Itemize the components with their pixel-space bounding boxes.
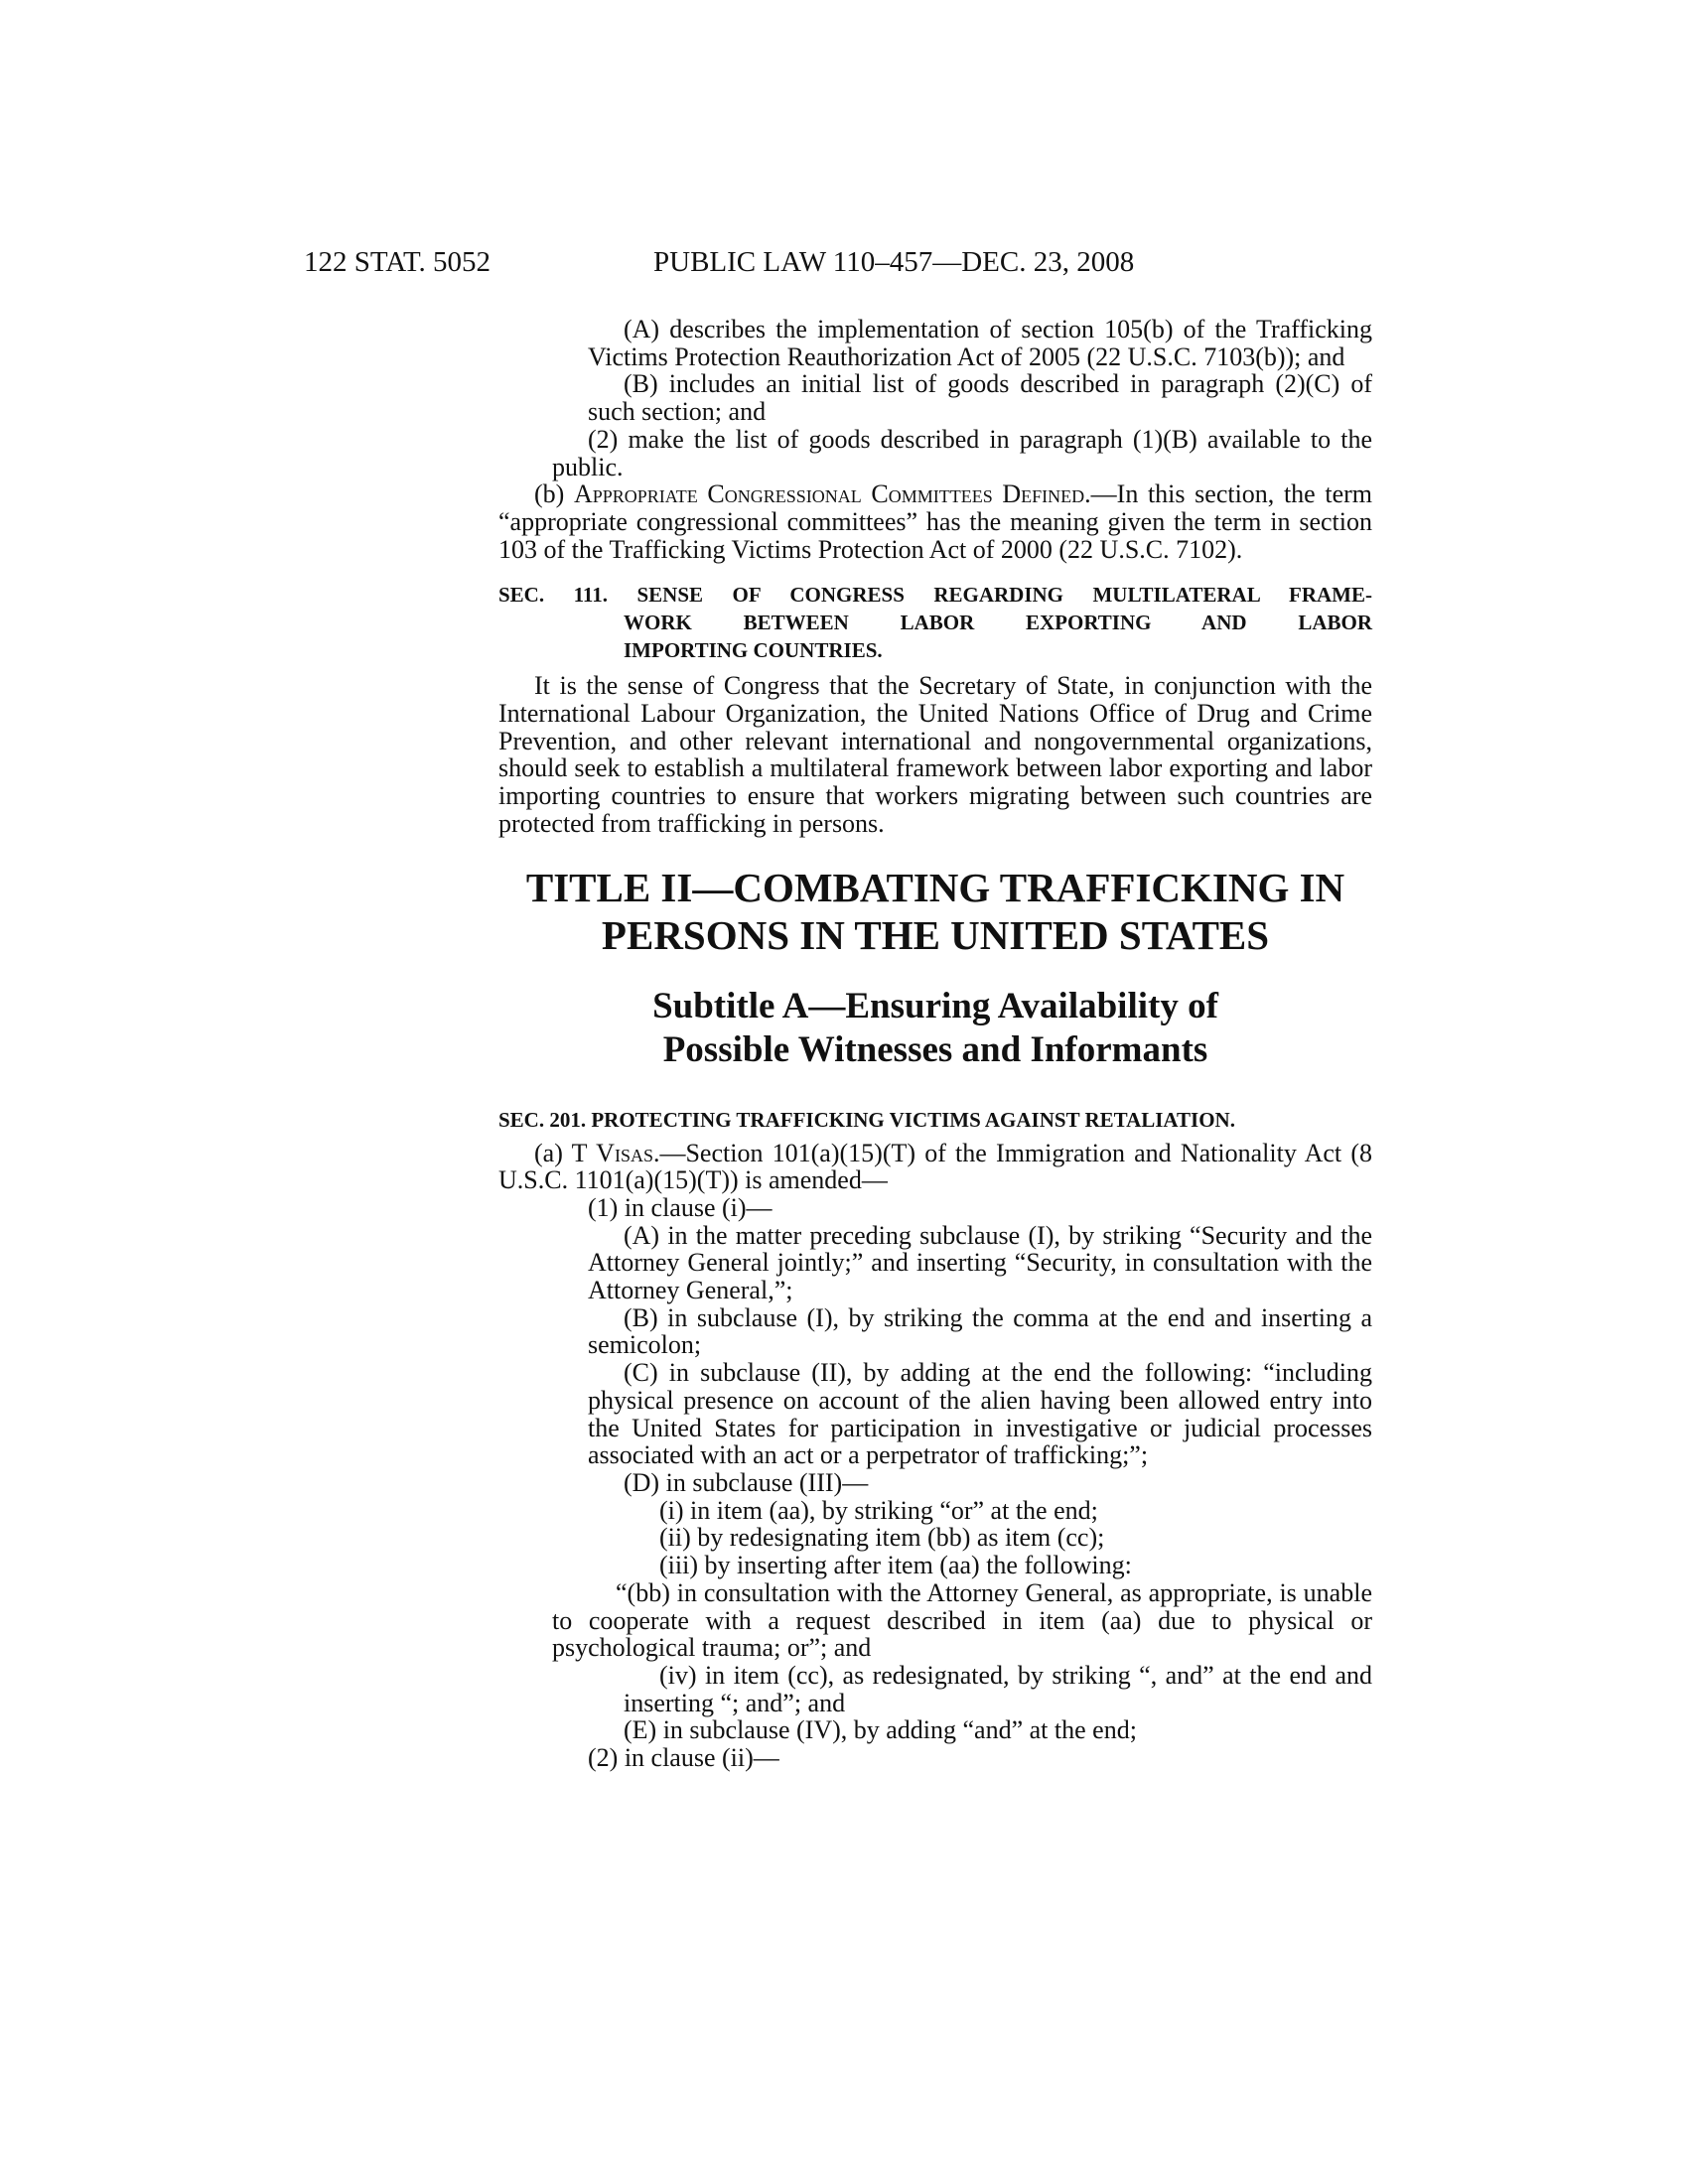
subparagraph-C: (C) in subclause (II), by adding at the end the following: “including physical presence on account of the alien having been allowed entry into the United States for participation in investigative or judicial processes associated with an act or a perpetrator of trafficking;”; <box>588 1358 1372 1470</box>
inserted-item-bb: “(bb) in consultation with the Attorney General, as appropriate, is unable to cooperate with a request described in item (aa) due to physical or psychological trauma; or”; and <box>552 1577 1372 1663</box>
section-111-heading-line-3: IMPORTING COUNTRIES. <box>624 638 883 663</box>
subsection-a-label: (a) T <box>534 1138 597 1167</box>
title-heading-line-2: PERSONS IN THE UNITED STATES <box>601 911 1270 958</box>
page-body <box>498 316 1372 1772</box>
subtitle-heading <box>498 985 1372 1072</box>
section-201-heading: SEC. 201. PROTECTING TRAFFICKING VICTIMS AGAINST RETALIATION. <box>498 1107 1235 1132</box>
subsection-b <box>498 480 1372 563</box>
statute-page-number: 122 STAT. 5052 <box>304 246 492 278</box>
subparagraph-B: (B) in subclause (I), by striking the comma at the end and inserting a semicolon; <box>588 1302 1372 1360</box>
subparagraph-E: (E) in subclause (IV), by adding “and” at the end; <box>624 1715 1137 1745</box>
clause-D-iii: (iii) by inserting after item (aa) the following: <box>659 1551 1132 1580</box>
title-heading <box>498 864 1372 959</box>
paragraph-a-2: (2) make the list of goods described in paragraph (1)(B) available to the public. <box>552 424 1372 481</box>
section-111-heading-line-2: WORK BETWEEN LABOR EXPORTING AND LABOR <box>624 611 1372 635</box>
subsection-b-text: .—In this section, the term “appropriate congressional committees” has the meaning given the term in section 103 of the Trafficking Victims Protection Act of 2000 (22 U.S.C. 7102). <box>498 479 1372 564</box>
subsection-a-text: .—Section 101(a)(15)(T) of the Immigration and Nationality Act (8 U.S.C. 1101(a)(15)(T)) is amended— <box>498 1138 1372 1195</box>
paragraph-2: (2) in clause (ii)— <box>588 1743 779 1773</box>
page-header <box>304 246 1376 286</box>
paragraph-a-B: (B) includes an initial list of goods described in paragraph (2)(C) of such section; and <box>588 369 1372 427</box>
subtitle-heading-line-2: Possible Witnesses and Informants <box>662 1028 1208 1070</box>
clause-D-i: (i) in item (aa), by striking “or” at the end; <box>659 1495 1098 1525</box>
section-111-text: It is the sense of Congress that the Secretary of State, in conjunction with the International Labour Organization, the United Nations Office of Drug and Crime Prevention, and other relevant international and nongovernmental organizations, should seek to establish a multilateral framework between labor exporting and labor importing countries to ensure that workers migrating between such countries are protected from trafficking in persons. <box>498 671 1372 838</box>
section-111-heading <box>498 581 1372 664</box>
paragraph-1: (1) in clause (i)— <box>588 1192 773 1222</box>
section-201-subsection-a <box>498 1140 1372 1194</box>
section-111-heading-line-1: SEC. 111. SENSE OF CONGRESS REGARDING MULTILATERAL FRAME- <box>498 583 1372 608</box>
clause-D-ii: (ii) by redesignating item (bb) as item (cc); <box>659 1523 1105 1553</box>
subparagraph-D: (D) in subclause (III)— <box>624 1467 869 1497</box>
subtitle-heading-line-1: Subtitle A—Ensuring Availability of <box>652 985 1218 1026</box>
subsection-b-heading: Appropriate Congressional Committees Defined <box>573 479 1085 509</box>
subparagraph-A: (A) in the matter preceding subclause (I), by striking “Security and the Attorney General jointly;” and inserting “Security, in consultation with the Attorney General,”; <box>588 1220 1372 1305</box>
public-law-citation: PUBLIC LAW 110–457—DEC. 23, 2008 <box>653 246 1135 278</box>
title-heading-line-1: TITLE II—COMBATING TRAFFICKING IN <box>525 864 1345 910</box>
subsection-a-heading: Visas <box>596 1138 653 1167</box>
clause-D-iv: (iv) in item (cc), as redesignated, by striking “, and” at the end and inserting “; and”; and <box>624 1660 1372 1717</box>
paragraph-a-A: (A) describes the implementation of section 105(b) of the Trafficking Victims Protection Reauthorization Act of 2005 (22 U.S.C. 7103(b)); and <box>588 315 1372 371</box>
subsection-b-label: (b) <box>534 479 574 509</box>
